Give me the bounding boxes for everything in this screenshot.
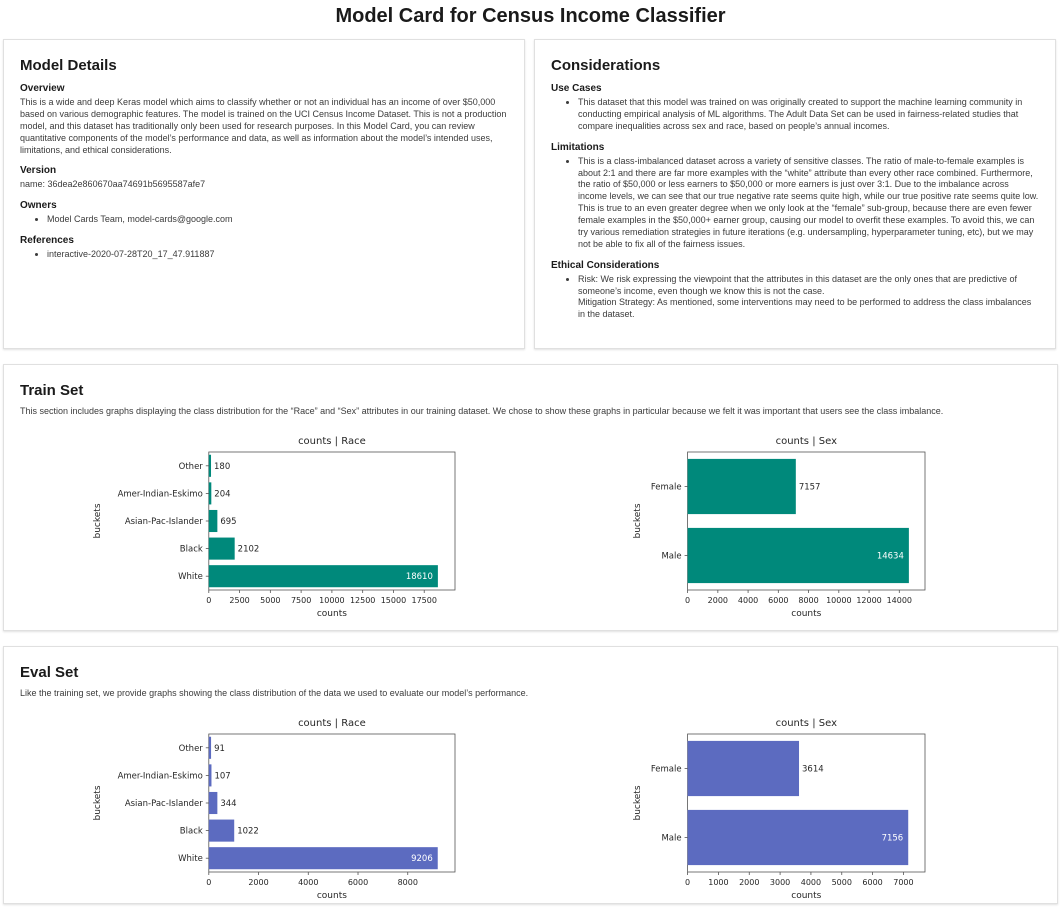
svg-text:Black: Black [179,544,203,555]
svg-text:6000: 6000 [768,595,789,605]
ethical-item [578,274,1039,322]
svg-text:White: White [178,854,203,865]
svg-text:2500: 2500 [229,595,250,605]
svg-text:buckets: buckets [93,503,103,539]
svg-text:12000: 12000 [856,595,882,605]
svg-text:344: 344 [220,798,237,809]
train-set-description: This section includes graphs displaying the class distribution for the “Race” and “Sex” attributes in our training dataset. We chose to show these graphs in particular because we felt it was important that users see the class imbalance. [20,406,944,416]
svg-text:4000: 4000 [737,595,759,605]
svg-text:2000: 2000 [707,595,729,605]
ethical-list [551,274,1039,322]
svg-text:White: White [178,572,203,583]
svg-text:7156: 7156 [881,833,904,844]
svg-text:1000: 1000 [708,877,729,887]
svg-text:3000: 3000 [769,877,791,887]
svg-text:buckets: buckets [93,785,103,821]
svg-text:0: 0 [685,877,691,887]
svg-text:695: 695 [220,516,237,527]
svg-text:10000: 10000 [319,595,345,605]
limitation-item: • This is a class-imbalanced dataset across a variety of sensitive classes. The ratio of male-to-female examples is about 2:1 and there are far more examples with the “white” attribute than every other race combined. Furthermore, the ratio of $50,000 or less earners to $50,000 or more earners is just over 3:1. Due to the imbalance across income levels, we can see that our true negative rate seems quite high, while our true positive rate seems quite low. This is true to an even greater degree when we only look at the “female” sub-group, because there are even fewer female examples in the $50,000+ earner group, causing our model to overfit these examples. To avoid this, we can try various remediation strategies in future iterations (e.g. undersampling, hyperparameter tuning, etc), but we may not be able to fix all of the fairness issues. [578,156,1039,251]
svg-text:3614: 3614 [802,764,824,775]
svg-text:0: 0 [206,877,212,887]
svg-text:5000: 5000 [831,877,852,887]
overview-text: This is a wide and deep Keras model which aims to classify whether or not an individual has an income of over $50,000 based on various demographic features. The model is trained on the UCI Census Income Dataset. This is not a production model, and this dataset has traditionally only been used for research purposes. In this Model Card, you can review quantitative components of the model’s performance and data, as well as information about the model’s intended uses, limitations, and ethical considerations. [20,97,507,155]
svg-text:8000: 8000 [397,877,418,887]
svg-text:7500: 7500 [290,595,312,605]
svg-text:Asian-Pac-Islander: Asian-Pac-Islander [124,798,203,809]
references-heading: References [20,235,74,247]
svg-text:12500: 12500 [349,595,376,605]
svg-text:Female: Female [650,482,682,493]
train-race-chart [92,432,467,620]
ethical-mitigation: Mitigation Strategy: As mentioned, some interventions may need to be performed to address the class imbalances in the dataset. [578,297,1032,320]
svg-text:Other: Other [178,461,203,472]
considerations-card [534,39,1056,349]
svg-text:91: 91 [214,743,225,754]
eval-set-description: Like the training set, we provide graphs showing the class distribution of the data we used to evaluate our model’s performance. [20,688,529,698]
svg-text:1022: 1022 [237,826,259,837]
eval-sex-chart [632,714,937,902]
svg-text:2000: 2000 [739,877,760,887]
svg-text:0: 0 [206,595,212,605]
svg-text:Amer-Indian-Eskimo: Amer-Indian-Eskimo [117,771,203,782]
svg-text:7000: 7000 [893,877,914,887]
svg-text:4000: 4000 [800,877,822,887]
use-cases-list [551,97,1039,133]
train-set-charts [20,432,1041,620]
train-set-card [3,364,1058,631]
svg-text:Male: Male [661,551,682,562]
train-sex-chart [632,432,937,620]
svg-text:6000: 6000 [347,877,369,887]
ethical-heading: Ethical Considerations [551,259,660,271]
svg-text:7157: 7157 [798,482,821,493]
model-card-page [0,5,1061,904]
reference-item: • interactive-2020-07-28T20_17_47.911887 [47,249,508,261]
eval-set-card [3,646,1058,904]
svg-text:Female: Female [650,764,682,775]
eval-race-chart [92,714,467,902]
svg-text:counts | Race: counts | Race [298,435,366,447]
svg-text:6000: 6000 [862,877,883,887]
svg-text:2000: 2000 [248,877,269,887]
version-text: name: 36dea2e860670aa74691b5695587afe7 [20,179,206,190]
top-row [3,39,1058,349]
svg-text:Black: Black [179,826,203,837]
svg-text:counts: counts [791,890,822,901]
page-title: Model Card for Census Income Classifier [335,5,726,27]
model-details-card [3,39,525,349]
svg-text:15000: 15000 [380,595,407,605]
svg-text:10000: 10000 [826,595,852,605]
svg-text:Amer-Indian-Eskimo: Amer-Indian-Eskimo [117,489,203,500]
svg-text:counts | Sex: counts | Sex [775,717,838,729]
owners-heading: Owners [20,200,57,212]
svg-text:counts: counts [316,890,347,901]
svg-text:0: 0 [685,595,691,605]
model-details-title: Model Details [20,57,117,74]
svg-text:204: 204 [214,489,231,500]
train-set-title: Train Set [20,382,84,399]
svg-text:Asian-Pac-Islander: Asian-Pac-Islander [124,516,203,527]
svg-text:18610: 18610 [405,572,433,583]
references-list [20,249,508,261]
svg-text:counts: counts [791,608,822,619]
owner-item: • Model Cards Team, model-cards@google.com [47,214,508,226]
svg-text:buckets: buckets [633,785,643,821]
svg-text:4000: 4000 [298,877,319,887]
svg-text:counts | Sex: counts | Sex [775,435,838,447]
svg-text:5000: 5000 [260,595,281,605]
svg-text:180: 180 [214,461,231,472]
use-cases-heading: Use Cases [551,83,602,94]
overview-heading: Overview [20,83,65,94]
limitations-heading: Limitations [551,141,605,153]
version-heading: Version [20,165,57,177]
ethical-risk: • Risk: We risk expressing the viewpoint that the attributes in this dataset are the only ones that are predictive of someone’s income, even though we know this is not the case. [578,273,1018,296]
owners-list [20,214,508,226]
svg-text:14000: 14000 [886,595,913,605]
svg-text:17500: 17500 [411,595,437,605]
svg-text:Male: Male [661,833,682,844]
svg-text:8000: 8000 [798,595,819,605]
svg-text:buckets: buckets [633,503,643,539]
svg-text:Other: Other [178,743,203,754]
svg-text:107: 107 [214,771,231,782]
considerations-title: Considerations [551,57,661,74]
use-case-item: • This dataset that this model was trained on was originally created to support the machine learning community in conducting empirical analysis of ML algorithms. The Adult Data Set can be used in fairness-related studies that compare inequalities across sex and race, based on people’s annual incomes. [578,97,1039,133]
eval-set-title: Eval Set [20,664,79,681]
svg-text:14634: 14634 [876,551,904,562]
svg-text:9206: 9206 [411,854,433,865]
svg-text:counts: counts [316,608,347,619]
limitations-list [551,156,1039,251]
eval-set-charts [20,714,1041,902]
svg-text:2102: 2102 [237,544,260,555]
svg-text:counts | Race: counts | Race [298,717,366,729]
